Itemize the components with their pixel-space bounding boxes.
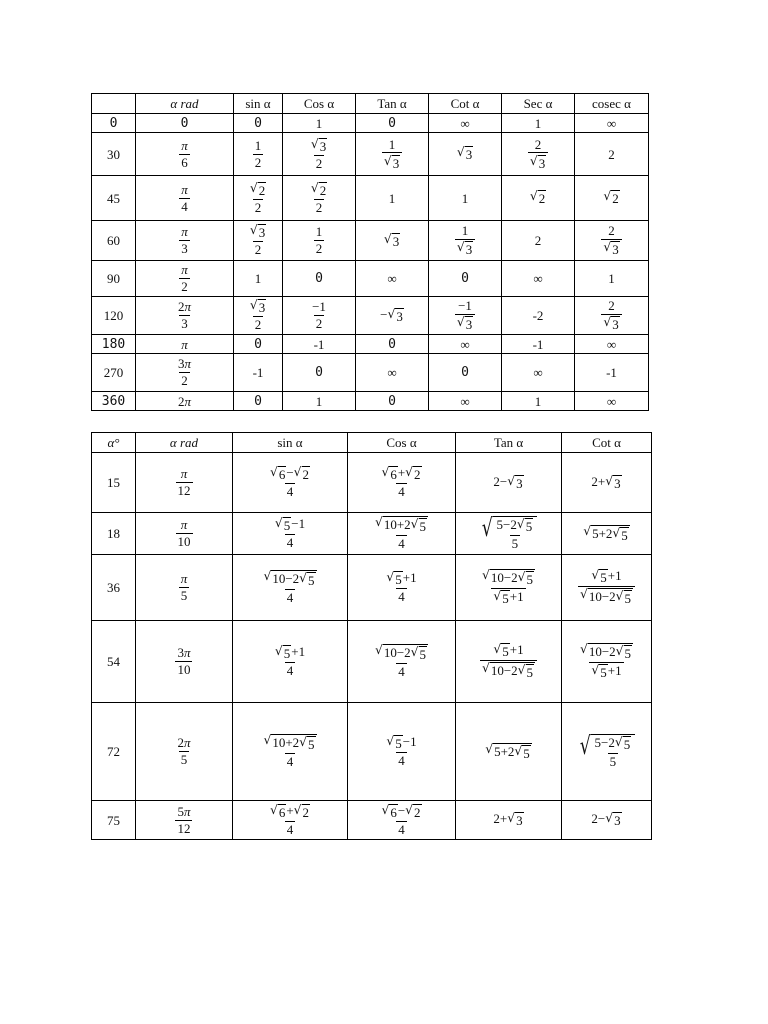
table-row (92, 133, 649, 176)
table-row (92, 703, 652, 801)
trig-table-special-angles (91, 432, 652, 840)
cell-rad: π (136, 335, 234, 354)
header-alpha-rad (136, 433, 233, 453)
header-cos: Cos α (283, 94, 356, 114)
cell-tan: 2− √ 3 (456, 453, 562, 513)
cell-degree: 54 (92, 621, 136, 703)
cell-cos: 1 (283, 114, 356, 133)
cell-tan: 2+ √ 3 (456, 801, 562, 840)
cell-sin: √ 3 2 (234, 297, 283, 335)
cell-tan: √ 3 (356, 221, 429, 261)
table-row (92, 621, 652, 703)
cell-cot: ∞ (429, 392, 502, 411)
cell-rad: 2π (136, 392, 234, 411)
table-row (92, 261, 649, 297)
cell-rad: $\frac{2\pi}{3}$ (136, 297, 234, 335)
cell-degree: 90 (92, 261, 136, 297)
table-row (92, 335, 649, 354)
cell-cos: 1 (283, 392, 356, 411)
trig-table-standard-angles (91, 93, 649, 411)
header-tan: Tan α (356, 94, 429, 114)
cell-sin: √ 3 2 (234, 221, 283, 261)
cell-tan: 1 √ 3 (356, 133, 429, 176)
cell-sec: 2 (502, 221, 575, 261)
cell-degree: 72 (92, 703, 136, 801)
cell-tan: ∞ (356, 354, 429, 392)
cell-cot: 0 (429, 261, 502, 297)
cell-degree: 60 (92, 221, 136, 261)
cell-rad: $\frac{\pi}{12}$ (136, 453, 233, 513)
cell-cosec: √ 2 (575, 176, 649, 221)
header-alpha-rad (136, 94, 234, 114)
cell-degree: 0 (92, 114, 136, 133)
table-row (92, 297, 649, 335)
cell-degree: 36 (92, 555, 136, 621)
table-row (92, 555, 652, 621)
table-row (92, 801, 652, 840)
cell-cosec: ∞ (575, 335, 649, 354)
table-row (92, 176, 649, 221)
cell-cos: √ 6 + √ 2 4 (348, 453, 456, 513)
header-text: α rad (169, 435, 199, 450)
cell-sin: -1 (234, 354, 283, 392)
cell-degree: 30 (92, 133, 136, 176)
cell-cot: √ 5 +1 √ 10−2 √ 5 (562, 555, 652, 621)
cell-cot: 1 √ 3 (429, 221, 502, 261)
header-sec: Sec α (502, 94, 575, 114)
header-cot: Cot α (429, 94, 502, 114)
cell-rad: $\frac{\pi}{10}$ (136, 513, 233, 555)
cell-cosec: 2 (575, 133, 649, 176)
cell-sin: 0 (234, 335, 283, 354)
cell-tan: 0 (356, 335, 429, 354)
cell-cot: √ 5−2 √ 5 5 (562, 703, 652, 801)
cell-rad: $\frac{\pi}{4}$ (136, 176, 234, 221)
cell-rad: 0 (136, 114, 234, 133)
cell-cos: $\frac{-1}{2}$ (283, 297, 356, 335)
cell-cosec: 2 √ 3 (575, 221, 649, 261)
cell-sin: 0 (234, 392, 283, 411)
cell-cosec: 1 (575, 261, 649, 297)
cell-sec: -2 (502, 297, 575, 335)
cell-sec: -1 (502, 335, 575, 354)
cell-sin: 1 (234, 261, 283, 297)
header-cot: Cot α (562, 433, 652, 453)
cell-sin: √ 5 +1 4 (233, 621, 348, 703)
cell-tan: 0 (356, 392, 429, 411)
cell-degree: 75 (92, 801, 136, 840)
cell-cos: √ 10−2 √ 5 4 (348, 621, 456, 703)
cell-cos: √ 5 −1 4 (348, 703, 456, 801)
cell-cot: √ 3 (429, 133, 502, 176)
cell-sec: 1 (502, 114, 575, 133)
table-header-row (92, 433, 652, 453)
cell-rad: $\frac{\pi}{3}$ (136, 221, 234, 261)
header-degree (92, 94, 136, 114)
header-degree: α° (92, 433, 136, 453)
header-cos: Cos α (348, 433, 456, 453)
header-cosec: cosec α (575, 94, 649, 114)
cell-cosec: ∞ (575, 114, 649, 133)
cell-cos: √ 6 − √ 2 4 (348, 801, 456, 840)
table-header-row (92, 94, 649, 114)
cell-cot: √ 5+2 √ 5 (562, 513, 652, 555)
cell-rad: $\frac{\pi}{2}$ (136, 261, 234, 297)
cell-cot: 1 (429, 176, 502, 221)
cell-sec: 2 √ 3 (502, 133, 575, 176)
cell-rad: $\frac{5\pi}{12}$ (136, 801, 233, 840)
cell-degree: 120 (92, 297, 136, 335)
cell-cos: $\frac{1}{2}$ (283, 221, 356, 261)
cell-cos: 0 (283, 261, 356, 297)
cell-degree: 360 (92, 392, 136, 411)
cell-cot: 2+ √ 3 (562, 453, 652, 513)
table-row (92, 221, 649, 261)
cell-degree: 15 (92, 453, 136, 513)
table-row (92, 354, 649, 392)
cell-rad: $\frac{\pi}{6}$ (136, 133, 234, 176)
cell-tan: 0 (356, 114, 429, 133)
cell-cot: 2− √ 3 (562, 801, 652, 840)
header-text: α rad (170, 96, 199, 111)
cell-sin: √ 5 −1 4 (233, 513, 348, 555)
cell-sec: ∞ (502, 261, 575, 297)
cell-cos: 0 (283, 354, 356, 392)
cell-cot: ∞ (429, 335, 502, 354)
header-sin: sin α (233, 433, 348, 453)
cell-rad: $\frac{3\pi}{10}$ (136, 621, 233, 703)
cell-sin: √ 10−2 √ 5 4 (233, 555, 348, 621)
table-row (92, 114, 649, 133)
header-tan: Tan α (456, 433, 562, 453)
cell-tan: √ 5−2 √ 5 5 (456, 513, 562, 555)
cell-cos: √ 5 +1 4 (348, 555, 456, 621)
cell-degree: 270 (92, 354, 136, 392)
cell-cot: ∞ (429, 114, 502, 133)
cell-sin: √ 6 + √ 2 4 (233, 801, 348, 840)
cell-sec: √ 2 (502, 176, 575, 221)
cell-rad: $\frac{3\pi}{2}$ (136, 354, 234, 392)
cell-sec: ∞ (502, 354, 575, 392)
cell-cosec: ∞ (575, 392, 649, 411)
cell-tan: ∞ (356, 261, 429, 297)
cell-cos: √ 10+2 √ 5 4 (348, 513, 456, 555)
cell-tan: − √ 3 (356, 297, 429, 335)
cell-degree: 180 (92, 335, 136, 354)
cell-tan: √ 10−2 √ 5 √ 5 +1 (456, 555, 562, 621)
table-row (92, 453, 652, 513)
cell-sin: √ 10+2 √ 5 4 (233, 703, 348, 801)
cell-sin: 0 (234, 114, 283, 133)
cell-cosec: 2 √ 3 (575, 297, 649, 335)
cell-cos: √ 2 2 (283, 176, 356, 221)
cell-cot: √ 10−2 √ 5 √ 5 +1 (562, 621, 652, 703)
cell-degree: 18 (92, 513, 136, 555)
cell-sin: √ 2 2 (234, 176, 283, 221)
header-sin: sin α (234, 94, 283, 114)
cell-tan: √ 5 +1 √ 10−2 √ 5 (456, 621, 562, 703)
cell-sin: √ 6 − √ 2 4 (233, 453, 348, 513)
cell-sin: $\frac{1}{2}$ (234, 133, 283, 176)
cell-rad: $\frac{2\pi}{5}$ (136, 703, 233, 801)
cell-sec: 1 (502, 392, 575, 411)
cell-tan: 1 (356, 176, 429, 221)
table-row (92, 513, 652, 555)
cell-degree: 45 (92, 176, 136, 221)
cell-rad: $\frac{\pi}{5}$ (136, 555, 233, 621)
table-row (92, 392, 649, 411)
cell-cot: −1 √ 3 (429, 297, 502, 335)
cell-tan: √ 5+2 √ 5 (456, 703, 562, 801)
cell-cot: 0 (429, 354, 502, 392)
cell-cos: √ 3 2 (283, 133, 356, 176)
cell-cos: -1 (283, 335, 356, 354)
cell-cosec: -1 (575, 354, 649, 392)
